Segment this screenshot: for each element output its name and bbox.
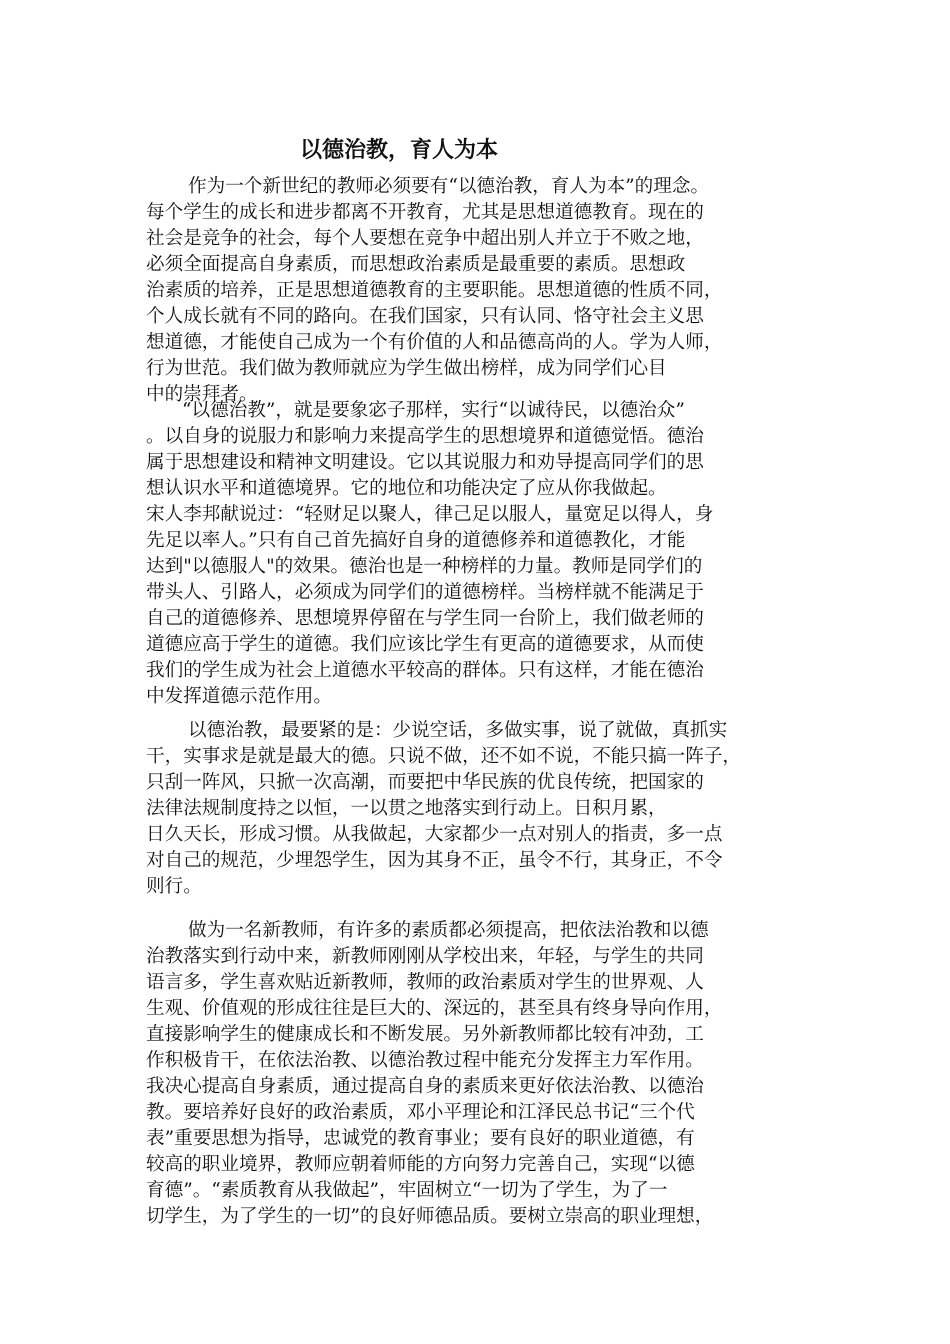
paragraph-line: 属于思想建设和精神文明建设。它以其说服力和劝导提高同学们的思 — [146, 452, 704, 473]
paragraph-line: 育德”。“素质教育从我做起”，牢固树立“一切为了学生，为了一 — [146, 1180, 668, 1201]
paragraph-line: 道德应高于学生的道德。我们应该比学生有更高的道德要求，从而使 — [146, 634, 704, 655]
paragraph-line: 生观、价值观的形成往往是巨大的、深远的，甚至具有终身导向作用， — [146, 998, 723, 1019]
paragraph-line: 达到"以德服人"的效果。德治也是一种榜样的力量。教师是同学们的 — [146, 556, 703, 577]
paragraph-line: 作积极肯干，在依法治教、以德治教过程中能充分发挥主力军作用。 — [146, 1050, 704, 1071]
paragraph-line: 宋人李邦献说过：“轻财足以聚人，律己足以服人，量宽足以得人，身 — [146, 504, 714, 525]
paragraph-line: 干，实事求是就是最大的德。只说不做，还不如不说，不能只搞一阵子， — [146, 746, 742, 767]
paragraph-line: “以德治教”，就是要象宓子那样，实行“以诚待民，以德治众” — [182, 400, 685, 421]
paragraph-4 — [146, 918, 826, 1230]
paragraph-line: 我决心提高自身素质，通过提高自身的素质来更好依法治教、以德治 — [146, 1076, 704, 1097]
paragraph-line: 社会是竞争的社会，每个人要想在竞争中超出别人并立于不败之地， — [146, 228, 704, 249]
paragraph-line: 做为一名新教师，有许多的素质都必须提高，把依法治教和以德 — [188, 920, 709, 941]
paragraph-line: 则行。 — [146, 876, 202, 897]
paragraph-3 — [146, 718, 826, 900]
paragraph-line: 想认识水平和道德境界。它的地位和功能决定了应从你我做起。 — [146, 478, 667, 499]
paragraph-line: 个人成长就有不同的路向。在我们国家，只有认同、恪守社会主义思 — [146, 306, 704, 327]
paragraph-line: 我们的学生成为社会上道德水平较高的群体。只有这样，才能在德治 — [146, 660, 704, 681]
paragraph-line: 想道德，才能使自己成为一个有价值的人和品德高尚的人。学为人师， — [146, 332, 723, 353]
paragraph-line: 对自己的规范，少埋怨学生，因为其身不正，虽令不行，其身正，不令 — [146, 850, 723, 871]
paragraph-2 — [146, 398, 826, 710]
paragraph-line: 行为世范。我们做为教师就应为学生做出榜样，成为同学们心目 — [146, 358, 667, 379]
paragraph-line: 法律法规制度持之以恒，一以贯之地落实到行动上。日积月累， — [146, 798, 667, 819]
paragraph-line: 语言多，学生喜欢贴近新教师，教师的政治素质对学生的世界观、人 — [146, 972, 704, 993]
paragraph-line: 切学生，为了学生的一切”的良好师德品质。要树立崇高的职业理想， — [146, 1206, 714, 1227]
paragraph-line: 治教落实到行动中来，新教师刚刚从学校出来，年轻，与学生的共同 — [146, 946, 704, 967]
paragraph-line: 必须全面提高自身素质，而思想政治素质是最重要的素质。思想政 — [146, 254, 686, 275]
paragraph-line: 直接影响学生的健康成长和不断发展。另外新教师都比较有冲劲，工 — [146, 1024, 704, 1045]
paragraph-line: 只刮一阵风，只掀一次高潮，而要把中华民族的优良传统，把国家的 — [146, 772, 704, 793]
paragraph-line: 每个学生的成长和进步都离不开教育，尤其是思想道德教育。现在的 — [146, 202, 704, 223]
paragraph-line: 带头人、引路人，必须成为同学们的道德榜样。当榜样就不能满足于 — [146, 582, 704, 603]
document-title: 以德治教，育人为本 — [300, 138, 499, 163]
paragraph-line: 治素质的培养，正是思想道德教育的主要职能。思想道德的性质不同， — [146, 280, 723, 301]
paragraph-line: 以德治教，最要紧的是：少说空话，多做实事，说了就做，真抓实 — [188, 720, 728, 741]
paragraph-line: 较高的职业境界，教师应朝着师能的方向努力完善自己，实现“以德 — [146, 1154, 695, 1175]
paragraph-line: 日久天长，形成习惯。从我做起，大家都少一点对别人的指责，多一点 — [146, 824, 723, 845]
paragraph-line: 先足以率人。”只有自己首先搞好自身的道德修养和道德教化，才能 — [146, 530, 686, 551]
paragraph-line: 中的崇拜者。 — [146, 384, 258, 405]
paragraph-1 — [146, 174, 826, 408]
paragraph-line: 教。要培养好良好的政治素质，邓小平理论和江泽民总书记“三个代 — [146, 1102, 695, 1123]
paragraph-line: 。以自身的说服力和影响力来提高学生的思想境界和道德觉悟。德治 — [146, 426, 704, 447]
paragraph-line: 表”重要思想为指导，忠诚党的教育事业；要有良好的职业道德，有 — [146, 1128, 695, 1149]
paragraph-line: 中发挥道德示范作用。 — [146, 686, 332, 707]
paragraph-line: 自己的道德修养、思想境界停留在与学生同一台阶上，我们做老师的 — [146, 608, 704, 629]
paragraph-line: 作为一个新世纪的教师必须要有“以德治教，育人为本”的理念。 — [188, 176, 710, 197]
